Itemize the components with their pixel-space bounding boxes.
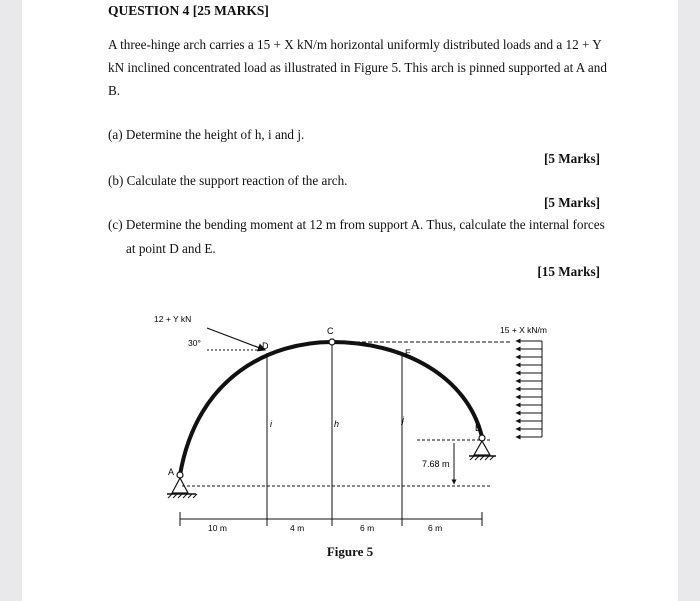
part-c-line-1: (c) Determine the bending moment at 12 m from support A. Thus, calculate the internal forces <box>108 217 605 232</box>
label-i: i <box>270 419 272 429</box>
udl-arrows <box>516 341 542 437</box>
hinge-C <box>329 339 335 345</box>
dim-2-label: 4 m <box>290 523 305 533</box>
angle-label: 30° <box>188 338 201 348</box>
part-b-text: (b) Calculate the support reaction of the arch. <box>108 173 348 188</box>
support-A <box>167 478 197 498</box>
label-B: B <box>475 423 482 433</box>
dim-4-label: 6 m <box>428 523 443 533</box>
dim-b-height-label: 7.68 m <box>422 459 450 469</box>
document-page <box>22 0 678 601</box>
part-a-marks: [5 Marks] <box>543 151 600 166</box>
part-c-line-2: at point D and E. <box>126 241 216 256</box>
question-heading: QUESTION 4 [25 MARKS] <box>108 3 269 18</box>
inclined-load-arrow <box>207 328 265 350</box>
part-c-marks: [15 Marks] <box>537 264 600 279</box>
part-b-marks: [5 Marks] <box>543 195 600 210</box>
intro-line-2: kN inclined concentrated load as illustrated in Figure 5. This arch is pinned supported at A and <box>108 60 607 75</box>
arch-curve <box>180 342 482 475</box>
arch-figure <box>22 295 678 545</box>
label-D: D <box>262 341 269 351</box>
intro-line-3: B. <box>108 83 121 98</box>
label-j: j <box>402 415 404 425</box>
intro-line-1: A three-hinge arch carries a 15 + X kN/m horizontal uniformly distributed loads and a 12 + Y <box>108 37 602 52</box>
point-load-label: 12 + Y kN <box>154 314 192 324</box>
label-A: A <box>168 467 175 477</box>
label-E: E <box>405 348 412 358</box>
support-B <box>469 441 496 460</box>
part-a-text: (a) Determine the height of h, i and j. <box>108 127 305 142</box>
figure-caption: Figure 5 <box>326 544 374 559</box>
label-C: C <box>327 326 334 336</box>
dim-3-label: 6 m <box>360 523 375 533</box>
dim-1-label: 10 m <box>208 523 227 533</box>
label-h: h <box>334 419 340 429</box>
udl-label: 15 + X kN/m <box>500 325 548 335</box>
